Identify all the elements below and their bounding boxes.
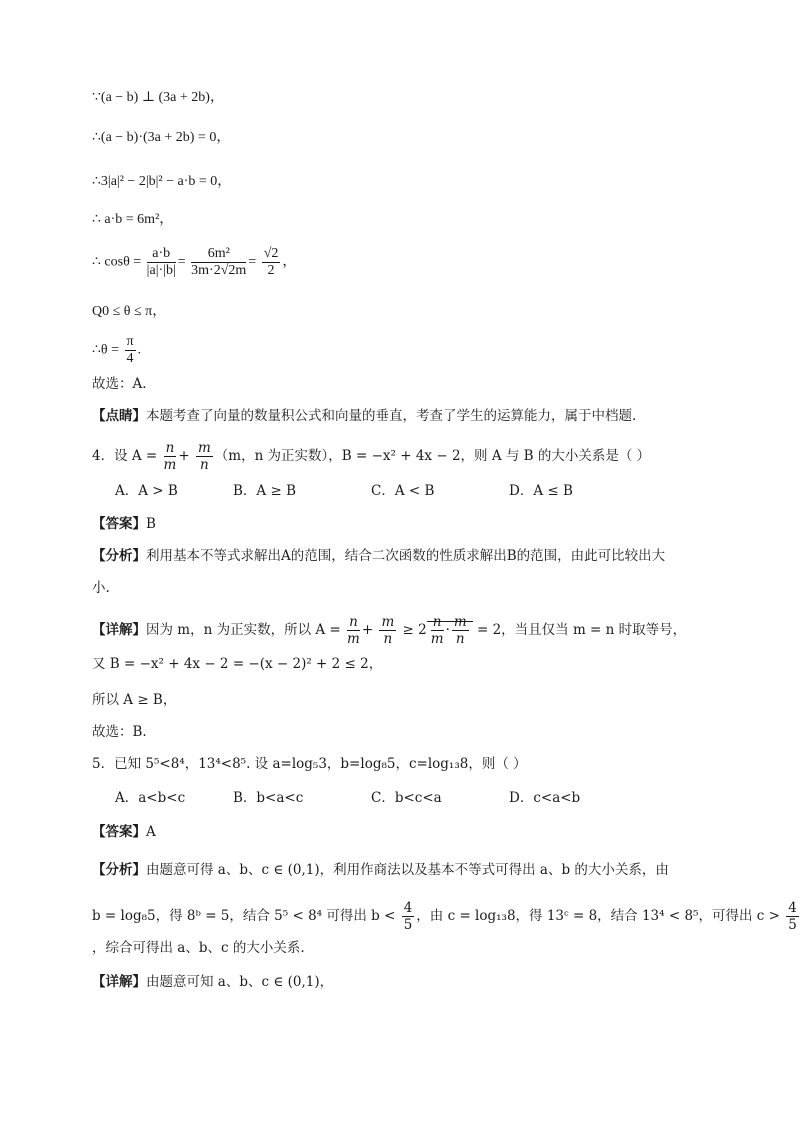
q5-frac-2 [786, 900, 799, 933]
q5-frac-1 [402, 900, 415, 933]
q4-stem-pre: 4．设 A = [92, 448, 158, 464]
q4-frac-2-den: n [200, 457, 209, 473]
q4-frac-2-num: m [197, 440, 211, 456]
line-5-end: ， [282, 254, 297, 270]
q4-frac-1-num: n [164, 440, 177, 457]
derivation-line-2: ∴(a − b)·(3a + 2b) = 0， [92, 130, 231, 145]
q4-analysis-tag: 【分析】 [92, 548, 146, 564]
q5-analysis-line-3: ，综合可得出 a、b、c 的大小关系. [92, 940, 305, 956]
q4-stem: 4．设 A = $\frac{n}{m}$ + $\frac{m}{n}$ （m，n 为正实数），B = −x² + 4x − 2，则 A 与 B 的大小关系是（ ） [92, 440, 651, 473]
theta-fraction [125, 334, 136, 367]
q5-answer-tag: 【答案】 [92, 824, 146, 840]
sqrt-term: $\frac{n}{m}$ · $\frac{m}{n}$ [427, 621, 473, 638]
q4-stem-mid: （m，n 为正实数），B = −x² + 4x − 2，则 A 与 B 的大小关系是（ ） [214, 448, 651, 464]
remark-line [92, 406, 636, 426]
theta-fraction-num: π [126, 334, 134, 349]
q5-analysis-tag: 【分析】 [92, 862, 146, 878]
sqrt-frac-2 [452, 614, 469, 647]
fraction-3-num: √2 [263, 246, 279, 261]
q5-frac-1-num: 4 [403, 900, 413, 916]
q5-answer-value: A [146, 824, 156, 840]
q4-analysis-text: 利用基本不等式求解出A的范围，结合二次函数的性质求解出B的范围，由此可比较出大 [146, 548, 666, 564]
derivation-line-1: ∵(a − b) ⊥ (3a + 2b)， [92, 90, 224, 105]
q4-detail-tag: 【详解】 [92, 622, 146, 638]
q5-option-a: A．a<b<c [115, 790, 186, 806]
derivation-line-4: ∴ a·b = 6m²， [92, 212, 174, 227]
derivation-line-7: ∴θ = $\frac{\pi}{4}$ . [92, 334, 142, 366]
choice-line: 故选：A. [92, 376, 147, 392]
fraction-1-den: |a|·|b| [146, 263, 176, 278]
remark-tag: 【点睛】 [92, 408, 146, 424]
q4-frac-2 [196, 440, 213, 473]
q5-detail-text: 由题意可知 a、b、c ∈ (0,1)， [146, 974, 334, 990]
q5-detail-tag: 【详解】 [92, 974, 146, 990]
q4-detail-frac-1-num: n [347, 614, 360, 631]
q5-frac-2-den: 5 [788, 917, 797, 933]
fraction-3-den: 2 [267, 263, 275, 278]
q4-detail-frac-2-den: n [383, 631, 393, 647]
q5-analysis-l2b: ，由 c = log₁₃8，得 13ᶜ = 8，结合 13⁴ < 8⁵，可得出 c > [416, 908, 780, 924]
q5-option-b: B．b<a<c [233, 790, 304, 806]
theta-label: ∴θ = [92, 342, 120, 358]
q4-answer [92, 514, 156, 534]
fraction-3 [262, 246, 281, 279]
remark-text: 本题考查了向量的数量积公式和向量的垂直，考查了学生的运算能力，属于中档题. [146, 408, 637, 424]
q5-answer [92, 822, 156, 842]
q4-detail-frac-1 [347, 614, 360, 647]
q4-detail-frac-1-den: m [347, 631, 360, 647]
q5-option-c: C．b<c<a [371, 790, 442, 806]
q5-stem: 5．已知 5⁵<8⁴，13⁴<8⁵. 设 a=log₅3，b=log₈5，c=log₁₃8，则（ ） [92, 756, 527, 772]
q4-detail-pre: 因为 m，n 为正实数，所以 A = [146, 622, 341, 638]
q4-frac-1 [164, 440, 177, 473]
fraction-1 [147, 246, 176, 279]
q4-detail-line-4: 故选：B. [92, 724, 147, 740]
q4-answer-tag: 【答案】 [92, 516, 146, 532]
q4-option-c: C．A < B [371, 483, 435, 499]
q4-option-d: D．A ≤ B [509, 483, 573, 499]
q5-analysis-text: 由题意可得 a、b、c ∈ (0,1)，利用作商法以及基本不等式可得出 a、b 的大小关系，由 [146, 862, 669, 878]
q4-option-b: B．A ≥ B [233, 483, 296, 499]
q4-answer-value: B [146, 516, 156, 532]
derivation-line-6: Q0 ≤ θ ≤ π， [92, 304, 167, 319]
q5-analysis [92, 860, 669, 880]
sqrt-frac-1 [431, 614, 444, 647]
q5-detail [92, 972, 333, 992]
q4-analysis-cont: 小. [92, 580, 110, 596]
fraction-2 [191, 246, 246, 279]
q5-analysis-line-2 [92, 900, 801, 933]
q5-frac-2-num: 4 [788, 900, 797, 916]
q5-analysis-l2a: b = log₈5，得 8ᵇ = 5，结合 5⁵ < 8⁴ 可得出 b < [92, 908, 396, 924]
sqrt-frac-1-num: n [431, 614, 444, 631]
q5-option-d: D．c<a<b [509, 790, 581, 806]
q4-option-a: A．A > B [115, 483, 178, 499]
sqrt-frac-2-num: m [453, 614, 467, 630]
sqrt-frac-1-den: m [430, 631, 444, 647]
q4-detail-post: = 2，当且仅当 m = n 时取等号， [476, 622, 687, 638]
derivation-line-5: ∴ cosθ = $\frac{a\cdot b}{|a|\cdot|b|}$ = $\frac{\text{6m²}}{3m\cdot 2√2m}$ = $\frac{√2}{2}$ ， [92, 246, 297, 278]
q4-detail: 【详解】因为 m，n 为正实数，所以 A = $\frac{n}{m}$ + $\frac{m}{n}$ ≥ 2 $\frac{n}{m}$ · $\frac{m}{n}$ = 2，当且仅当 m = n 时取等号， [92, 614, 687, 647]
fraction-1-num: a·b [147, 246, 176, 263]
q4-detail-frac-2-num: m [381, 614, 395, 630]
q4-detail-frac-2 [379, 614, 396, 647]
cos-label: ∴ cosθ = [92, 254, 142, 270]
fraction-2-num: 6m² [191, 246, 246, 263]
q5-frac-1-den: 5 [403, 917, 413, 933]
q4-detail-line-3: 所以 A ≥ B， [92, 692, 177, 708]
derivation-line-3: ∴3|a|² − 2|b|² − a·b = 0， [92, 174, 232, 189]
theta-fraction-den: 4 [126, 351, 134, 366]
q4-analysis [92, 546, 665, 566]
q4-frac-1-den: m [163, 457, 177, 473]
fraction-2-den: 3m·2√2m [191, 263, 247, 278]
q4-detail-line-2: 又 B = −x² + 4x − 2 = −(x − 2)² + 2 ≤ 2， [92, 656, 383, 672]
sqrt-frac-2-den: n [455, 631, 465, 647]
